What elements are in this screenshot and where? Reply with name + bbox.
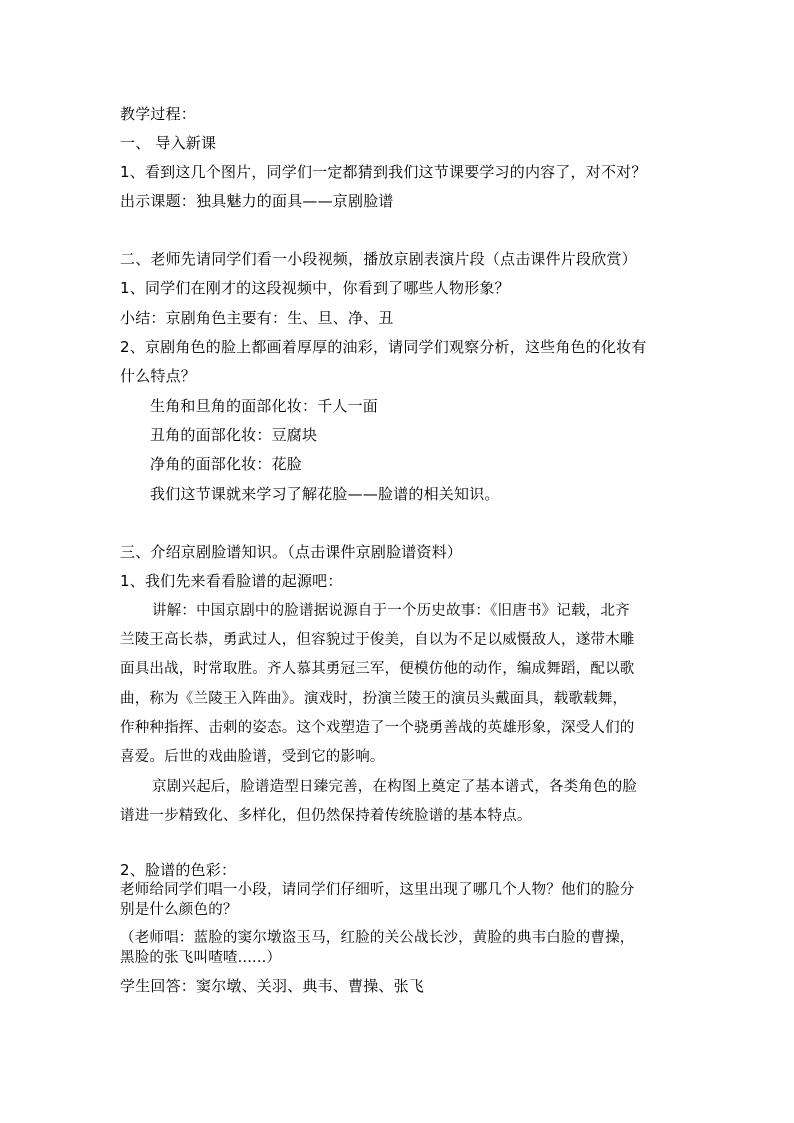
indented-line: 讲解：中国京剧中的脸谱据说源自于一个历史故事：《旧唐书》记载，北齐 [152, 603, 630, 619]
section-1-title: 一、 导入新课 [120, 134, 217, 152]
paragraph-line: 黑脸的张飞叫喳喳......） [120, 950, 282, 966]
paragraph-line: 别是什么颜色的？ [120, 902, 238, 918]
paragraph-line: 曲，称为《兰陵王入阵曲》。演戏时，扮演兰陵王的演员头戴面具，载歌载舞， [120, 691, 628, 707]
paragraph-line: 谱进一步精致化、多样化，但仍然保持着传统脸谱的基本特点。 [120, 808, 532, 824]
section-2-title: 二、老师先请同学们看一小段视频，播放京剧表演片段（点击课件片段欣赏） [120, 250, 637, 268]
indented-line: 生角和旦角的面部化妆：千人一面 [150, 397, 379, 415]
paragraph-line: 作种种指挥、击刺的姿态。这个戏塑造了一个骁勇善战的英雄形象，深受人们的 [120, 720, 635, 736]
paragraph-line: 出示课题：独具魅力的面具——京剧脸谱 [120, 192, 394, 210]
paragraph-line: 老师给同学们唱一小段，请同学们仔细听，这里出现了哪几个人物？他们的脸分 [120, 882, 635, 898]
paragraph-line: 什么特点？ [120, 367, 197, 385]
paragraph-line: 1、我们先来看看脸谱的起源吧： [120, 572, 343, 590]
section-3-title: 三、介绍京剧脸谱知识。（点击课件京剧脸谱资料） [120, 543, 463, 561]
paragraph-line: 学生回答：窦尔墩、关羽、典韦、曹操、张飞 [120, 977, 425, 995]
heading-teaching-process: 教学过程： [120, 105, 197, 123]
paragraph-line: 兰陵王高长恭，勇武过人，但容貌过于俊美，自以为不足以威慑敌人，遂带木雕 [120, 632, 635, 648]
paragraph-line: 1、看到这几个图片，同学们一定都猜到我们这节课要学习的内容了，对不对？ [120, 163, 647, 181]
indented-line: 京剧兴起后，脸谱造型日臻完善，在构图上奠定了基本谱式，各类角色的脸 [152, 779, 638, 795]
paragraph-line: 小结：京剧角色主要有：生、旦、净、丑 [120, 309, 394, 327]
indented-line: 丑角的面部化妆：豆腐块 [150, 426, 318, 444]
paragraph-line: （老师唱：蓝脸的窦尔墩盗玉马，红脸的关公战长沙，黄脸的典韦白脸的曹操， [120, 930, 635, 946]
paragraph-line: 面具出战，时常取胜。齐人慕其勇冠三军，便模仿他的动作，编成舞蹈，配以歌 [120, 661, 635, 677]
subsection-title: 2、脸谱的色彩： [120, 861, 237, 879]
paragraph-line: 喜爱。后世的戏曲脸谱，受到它的影响。 [120, 749, 385, 765]
indented-line: 净角的面部化妆：花脸 [150, 455, 303, 473]
paragraph-line: 1、同学们在刚才的这段视频中，你看到了哪些人物形象？ [120, 279, 510, 297]
indented-line: 我们这节课就来学习了解花脸——脸谱的相关知识。 [150, 485, 500, 503]
paragraph-line: 2、京剧角色的脸上都画着厚厚的油彩，请同学们观察分析，这些角色的化妆有 [120, 338, 647, 356]
